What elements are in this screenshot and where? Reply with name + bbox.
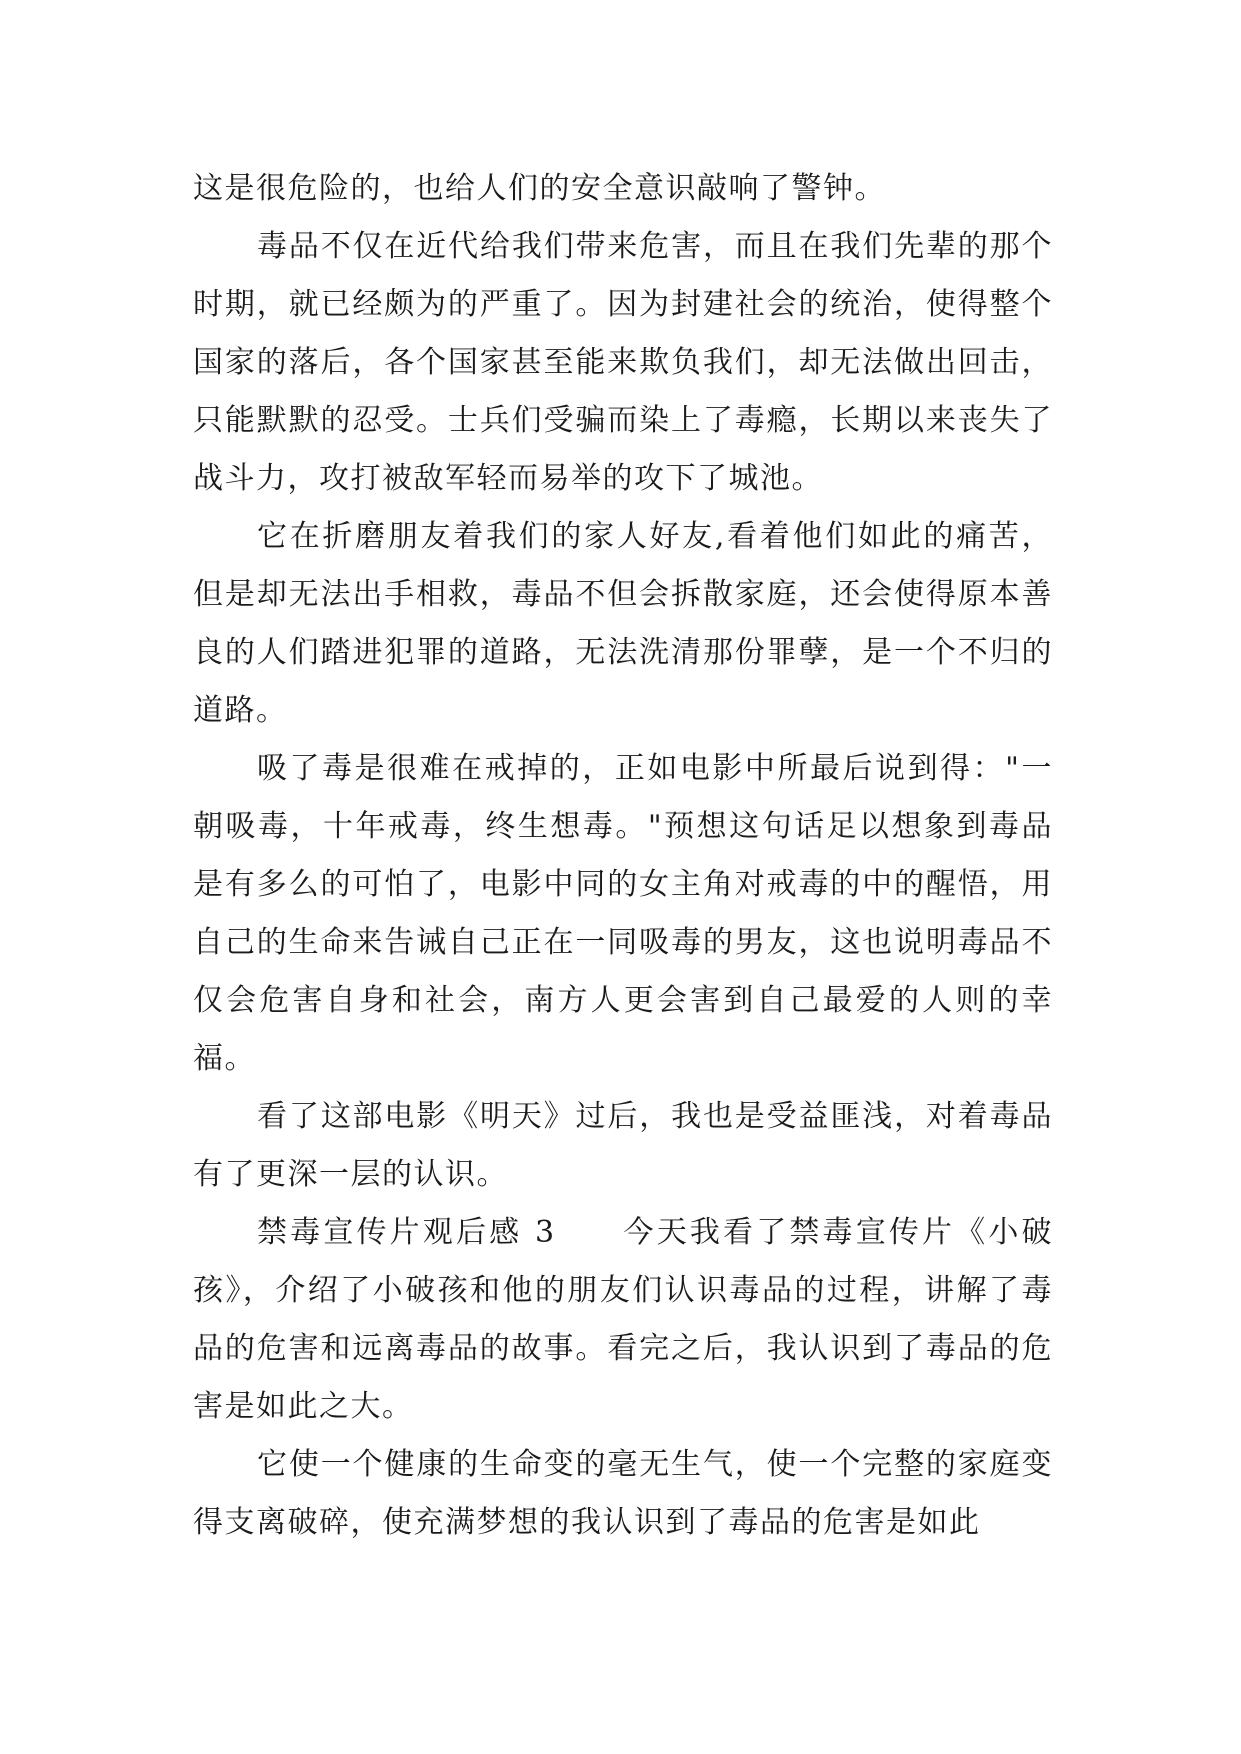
paragraph-3: 它在折磨朋友着我们的家人好友,看着他们如此的痛苦，但是却无法出手相救，毒品不但会拆散家庭，还会使得原本善良的人们踏进犯罪的道路，无法洗清那份罪孽，是一个不归的道路。	[193, 519, 1053, 728]
paragraph-1: 这是很危险的，也给人们的安全意识敲响了警钟。	[193, 171, 886, 206]
paragraph-6: 禁毒宣传片观后感 3 今天我看了禁毒宣传片《小破孩》，介绍了小破孩和他的朋友们认识毒品的过程，讲解了毒品的危害和远离毒品的故事。看完之后，我认识到了毒品的危害是如此之大。	[193, 1215, 1053, 1424]
paragraph-4: 吸了毒是很难在戒掉的，正如电影中所最后说到得："一朝吸毒，十年戒毒，终生想毒。"预想这句话足以想象到毒品是有多么的可怕了，电影中同的女主角对戒毒的中的醒悟，用自己的生命来告诫自己正在一同吸毒的男友，这也说明毒品不仅会危害自身和社会，南方人更会害到自己最爱的人则的幸福。	[193, 751, 1053, 1076]
paragraph-2: 毒品不仅在近代给我们带来危害，而且在我们先辈的那个时期，就已经颇为的严重了。因为封建社会的统治，使得整个国家的落后，各个国家甚至能来欺负我们，却无法做出回击，只能默默的忍受。士兵们受骗而染上了毒瘾，长期以来丧失了战斗力，攻打被敌军轻而易举的攻下了城池。	[193, 229, 1053, 496]
document-body	[193, 160, 1053, 1552]
paragraph-7: 它使一个健康的生命变的毫无生气，使一个完整的家庭变得支离破碎，使充满梦想的我认识到了毒品的危害是如此	[193, 1447, 1053, 1540]
paragraph-5: 看了这部电影《明天》过后，我也是受益匪浅，对着毒品有了更深一层的认识。	[193, 1099, 1053, 1192]
